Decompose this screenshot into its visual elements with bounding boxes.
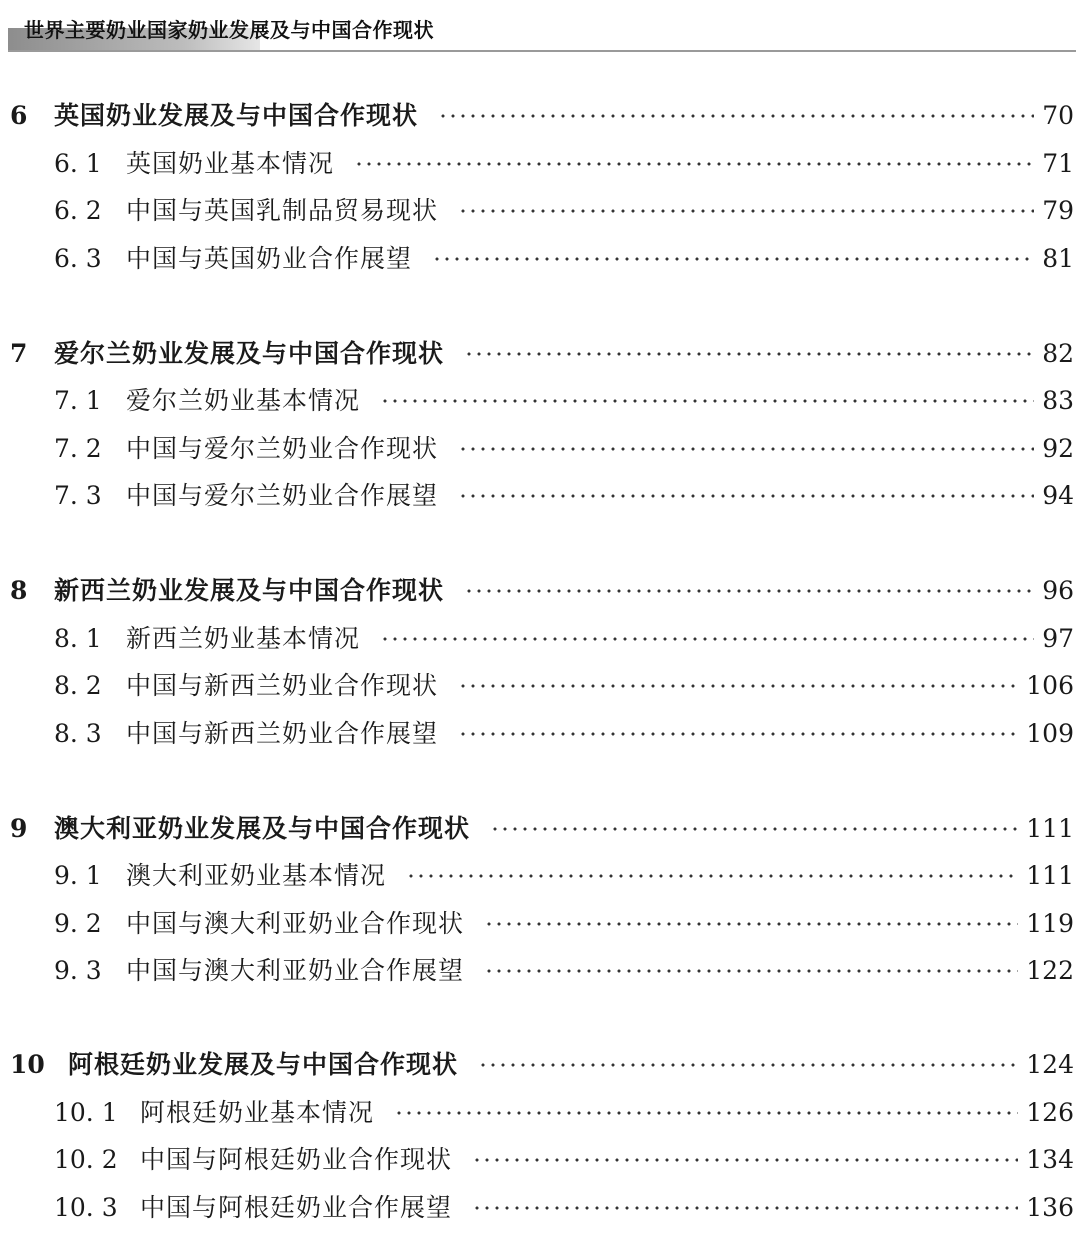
section-number: 7. 1 — [54, 386, 102, 415]
dot-leader — [458, 731, 1018, 737]
section-title: 中国与澳大利亚奶业合作展望 — [126, 956, 465, 985]
page-number: 83 — [1042, 386, 1074, 415]
toc-section-8-3[interactable] — [0, 714, 1080, 750]
dot-leader — [464, 588, 1034, 594]
toc-section-6-1[interactable] — [0, 144, 1080, 180]
section-number: 8. 1 — [54, 624, 102, 653]
page-number: 94 — [1042, 481, 1074, 510]
page-number: 81 — [1042, 244, 1074, 273]
page-number: 79 — [1042, 196, 1074, 225]
running-header — [0, 0, 1080, 56]
section-number: 9. 1 — [54, 861, 102, 890]
section-number: 10. 2 — [54, 1145, 118, 1174]
toc-chapter-7[interactable] — [0, 334, 1080, 370]
page-number: 126 — [1026, 1098, 1074, 1127]
dot-leader — [472, 1157, 1018, 1163]
chapter-number: 8 — [10, 576, 28, 605]
section-number: 6. 1 — [54, 149, 102, 178]
page-number: 109 — [1026, 719, 1074, 748]
page-number: 97 — [1042, 624, 1074, 653]
toc-section-10-3[interactable] — [0, 1188, 1080, 1224]
chapter-title: 爱尔兰奶业发展及与中国合作现状 — [54, 339, 445, 368]
chapter-number: 6 — [10, 101, 28, 130]
page-number: 124 — [1026, 1050, 1074, 1079]
chapter-title: 新西兰奶业发展及与中国合作现状 — [54, 576, 445, 605]
toc-section-7-3[interactable] — [0, 476, 1080, 512]
chapter-number: 7 — [10, 339, 28, 368]
dot-leader — [478, 1062, 1018, 1068]
toc-section-9-1[interactable] — [0, 856, 1080, 892]
page-number: 96 — [1042, 576, 1074, 605]
toc-chapter-6[interactable] — [0, 96, 1080, 132]
section-number: 9. 3 — [54, 956, 102, 985]
toc-chapter-9[interactable] — [0, 809, 1080, 845]
dot-leader — [406, 873, 1018, 879]
page-number: 92 — [1042, 434, 1074, 463]
toc-section-6-3[interactable] — [0, 239, 1080, 275]
section-title: 新西兰奶业基本情况 — [126, 624, 361, 653]
page-number: 106 — [1026, 671, 1074, 700]
chapter-number: 10 — [10, 1050, 45, 1079]
dot-leader — [472, 1205, 1018, 1211]
section-title: 澳大利亚奶业基本情况 — [126, 861, 387, 890]
toc-section-10-2[interactable] — [0, 1140, 1080, 1176]
page-number: 71 — [1042, 149, 1074, 178]
chapter-number: 9 — [10, 814, 28, 843]
section-number: 8. 3 — [54, 719, 102, 748]
toc-section-10-1[interactable] — [0, 1093, 1080, 1129]
dot-leader — [484, 968, 1018, 974]
toc-section-8-1[interactable] — [0, 619, 1080, 655]
toc-section-7-1[interactable] — [0, 381, 1080, 417]
dot-leader — [394, 1110, 1018, 1116]
dot-leader — [432, 256, 1034, 262]
chapter-title: 英国奶业发展及与中国合作现状 — [54, 101, 419, 130]
section-number: 7. 2 — [54, 434, 102, 463]
dot-leader — [458, 208, 1034, 214]
section-title: 中国与爱尔兰奶业合作现状 — [126, 434, 439, 463]
dot-leader — [484, 921, 1018, 927]
section-title: 中国与阿根廷奶业合作展望 — [140, 1193, 453, 1222]
section-number: 6. 2 — [54, 196, 102, 225]
dot-leader — [380, 398, 1034, 404]
section-title: 中国与阿根廷奶业合作现状 — [140, 1145, 453, 1174]
toc-chapter-10[interactable] — [0, 1045, 1080, 1081]
dot-leader — [464, 351, 1034, 357]
dot-leader — [458, 446, 1034, 452]
page-number: 134 — [1026, 1145, 1074, 1174]
dot-leader — [458, 683, 1018, 689]
toc-section-8-2[interactable] — [0, 666, 1080, 702]
chapter-title: 澳大利亚奶业发展及与中国合作现状 — [54, 814, 471, 843]
section-number: 9. 2 — [54, 909, 102, 938]
book-title: 世界主要奶业国家奶业发展及与中国合作现状 — [24, 18, 434, 42]
toc-section-9-3[interactable] — [0, 951, 1080, 987]
page-number: 111 — [1026, 861, 1074, 890]
section-title: 中国与英国奶业合作展望 — [126, 244, 413, 273]
dot-leader — [490, 826, 1018, 832]
section-title: 中国与新西兰奶业合作现状 — [126, 671, 439, 700]
section-title: 阿根廷奶业基本情况 — [140, 1098, 375, 1127]
page-number: 82 — [1042, 339, 1074, 368]
toc-section-6-2[interactable] — [0, 191, 1080, 227]
section-title: 爱尔兰奶业基本情况 — [126, 386, 361, 415]
dot-leader — [458, 493, 1034, 499]
toc-chapter-8[interactable] — [0, 571, 1080, 607]
page-number: 70 — [1042, 101, 1074, 130]
page-number: 122 — [1026, 956, 1074, 985]
dot-leader — [354, 161, 1034, 167]
section-title: 中国与澳大利亚奶业合作现状 — [126, 909, 465, 938]
page-number: 111 — [1026, 814, 1074, 843]
section-title: 中国与爱尔兰奶业合作展望 — [126, 481, 439, 510]
page-number: 136 — [1026, 1193, 1074, 1222]
section-number: 10. 1 — [54, 1098, 118, 1127]
section-number: 8. 2 — [54, 671, 102, 700]
section-number: 10. 3 — [54, 1193, 118, 1222]
dot-leader — [380, 636, 1034, 642]
chapter-title: 阿根廷奶业发展及与中国合作现状 — [68, 1050, 459, 1079]
section-title: 中国与新西兰奶业合作展望 — [126, 719, 439, 748]
section-number: 7. 3 — [54, 481, 102, 510]
section-title: 中国与英国乳制品贸易现状 — [126, 196, 439, 225]
section-title: 英国奶业基本情况 — [126, 149, 335, 178]
page-number: 119 — [1026, 909, 1074, 938]
header-rule — [8, 50, 1076, 52]
section-number: 6. 3 — [54, 244, 102, 273]
dot-leader — [438, 113, 1034, 119]
toc-section-7-2[interactable] — [0, 429, 1080, 465]
toc-section-9-2[interactable] — [0, 904, 1080, 940]
